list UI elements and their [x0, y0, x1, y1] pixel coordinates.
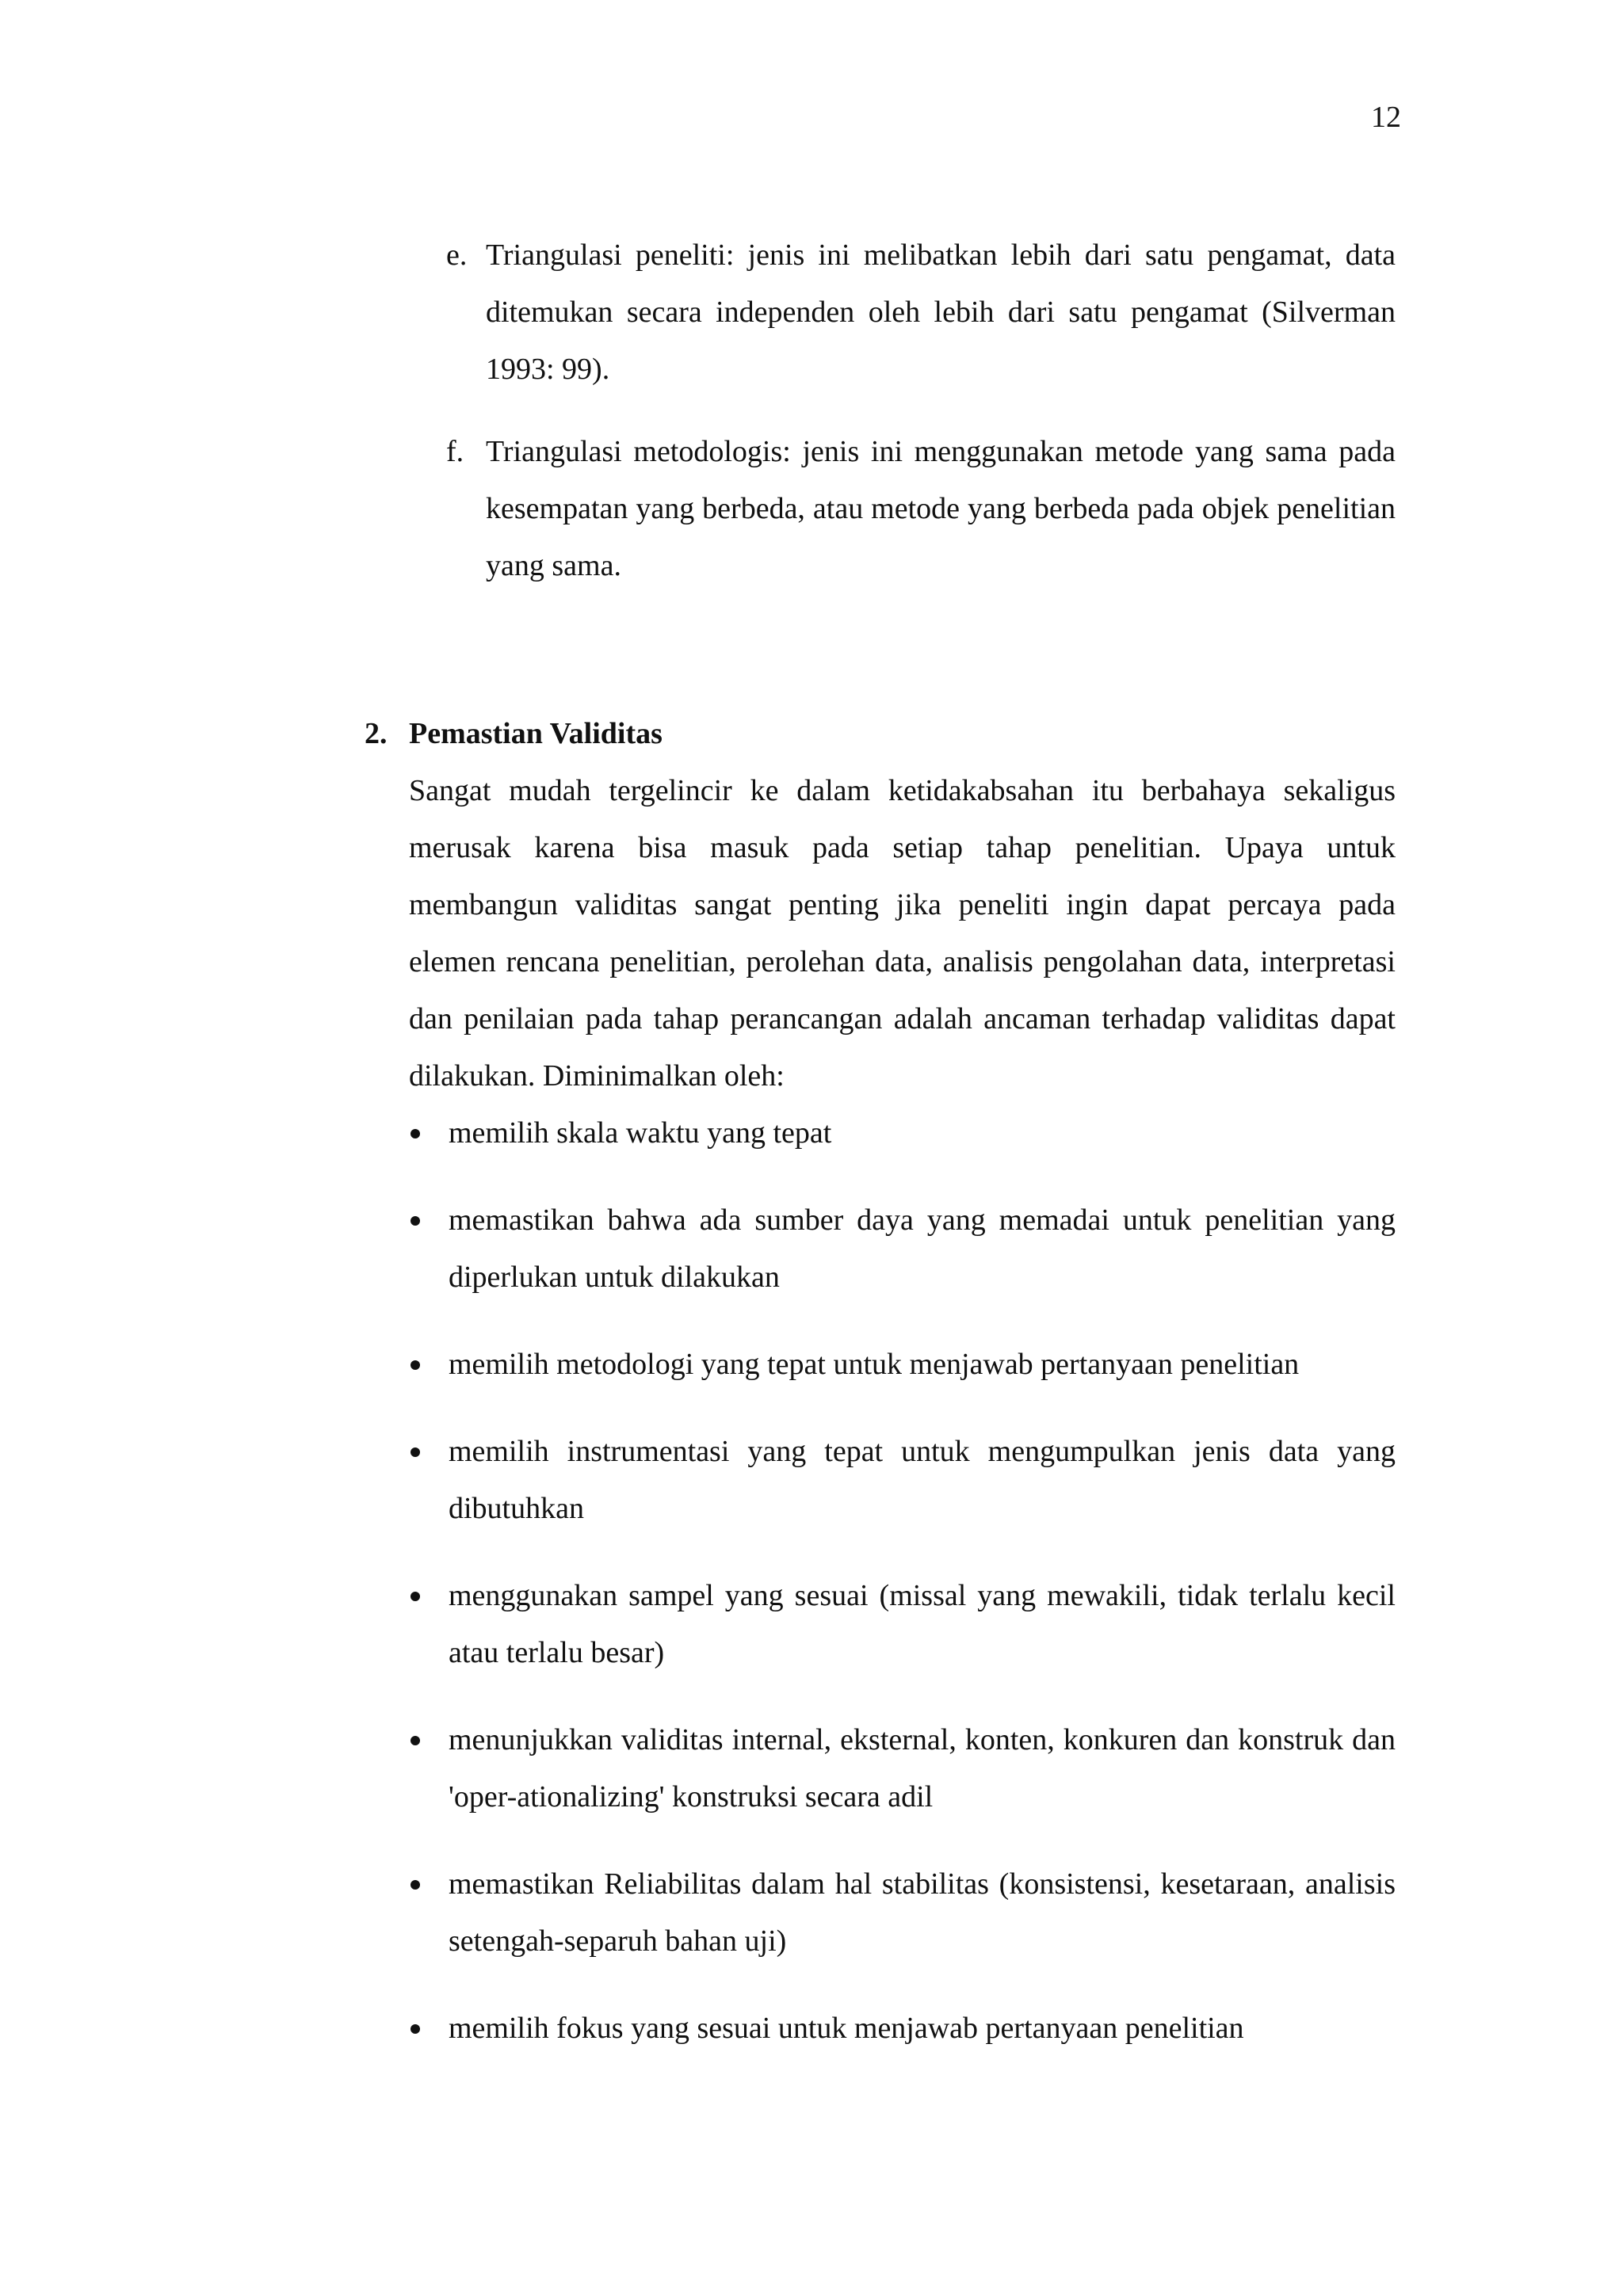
bullet-icon	[411, 1129, 420, 1138]
bullet-item	[409, 1423, 1396, 1537]
bullet-item	[409, 1104, 1396, 1161]
list-marker: e.	[446, 238, 468, 272]
bullet-text: menggunakan sampel yang sesuai (missal yang mewakili, tidak terlalu kecil atau terlalu besar)	[449, 1579, 1396, 1669]
section-heading	[365, 705, 1396, 762]
lettered-list	[446, 227, 1396, 594]
bullet-text: memilih skala waktu yang tepat	[449, 1116, 832, 1150]
list-marker: f.	[446, 435, 464, 468]
list-item-text: Triangulasi metodologis: jenis ini menggunakan metode yang sama pada kesempatan yang berbeda, atau metode yang berbeda pada objek penelitian yang sama.	[486, 435, 1396, 582]
bullet-item	[409, 1855, 1396, 1970]
section-validity	[365, 705, 1396, 2057]
list-item-e	[446, 227, 1396, 398]
list-item-text: Triangulasi peneliti: jenis ini melibatkan lebih dari satu pengamat, data ditemukan secara independen oleh lebih dari satu pengamat (Silverman 1993: 99).	[486, 238, 1396, 386]
section-number: 2.	[365, 717, 388, 750]
bullet-icon	[411, 1880, 420, 1890]
bullet-icon	[411, 1447, 420, 1457]
bullet-icon	[411, 2024, 420, 2034]
bullet-text: memastikan bahwa ada sumber daya yang memadai untuk penelitian yang diperlukan untuk dilakukan	[449, 1203, 1396, 1294]
bullet-text: memilih instrumentasi yang tepat untuk mengumpulkan jenis data yang dibutuhkan	[449, 1435, 1396, 1525]
list-item-f	[446, 423, 1396, 594]
bullet-text: memilih metodologi yang tepat untuk menjawab pertanyaan penelitian	[449, 1348, 1300, 1381]
bullet-item	[409, 1711, 1396, 1825]
bullet-icon	[411, 1216, 420, 1226]
section-title: Pemastian Validitas	[409, 717, 663, 750]
bullet-text: memilih fokus yang sesuai untuk menjawab pertanyaan penelitian	[449, 2012, 1244, 2045]
bullet-item	[409, 1336, 1396, 1393]
bullet-item	[409, 1567, 1396, 1681]
page-number: 12	[1371, 101, 1401, 134]
bullet-item	[409, 2000, 1396, 2057]
bullet-text: menunjukkan validitas internal, eksternal, konten, konkuren dan konstruk dan 'oper-ationalizing' konstruksi secara adil	[449, 1723, 1396, 1814]
bullet-icon	[411, 1592, 420, 1601]
bullet-list	[365, 1104, 1396, 2057]
bullet-item	[409, 1192, 1396, 1306]
bullet-text: memastikan Reliabilitas dalam hal stabilitas (konsistensi, kesetaraan, analisis setengah-separuh bahan uji)	[449, 1867, 1396, 1958]
section-paragraph: Sangat mudah tergelincir ke dalam ketidakabsahan itu berbahaya sekaligus merusak karena bisa masuk pada setiap tahap penelitian. Upaya untuk membangun validitas sangat penting jika peneliti ingin dapat percaya pada elemen rencana penelitian, perolehan data, analisis pengolahan data, interpretasi dan penilaian pada tahap perancangan adalah ancaman terhadap validitas dapat dilakukan. Diminimalkan oleh:	[409, 774, 1396, 1093]
bullet-icon	[411, 1736, 420, 1745]
bullet-icon	[411, 1360, 420, 1370]
